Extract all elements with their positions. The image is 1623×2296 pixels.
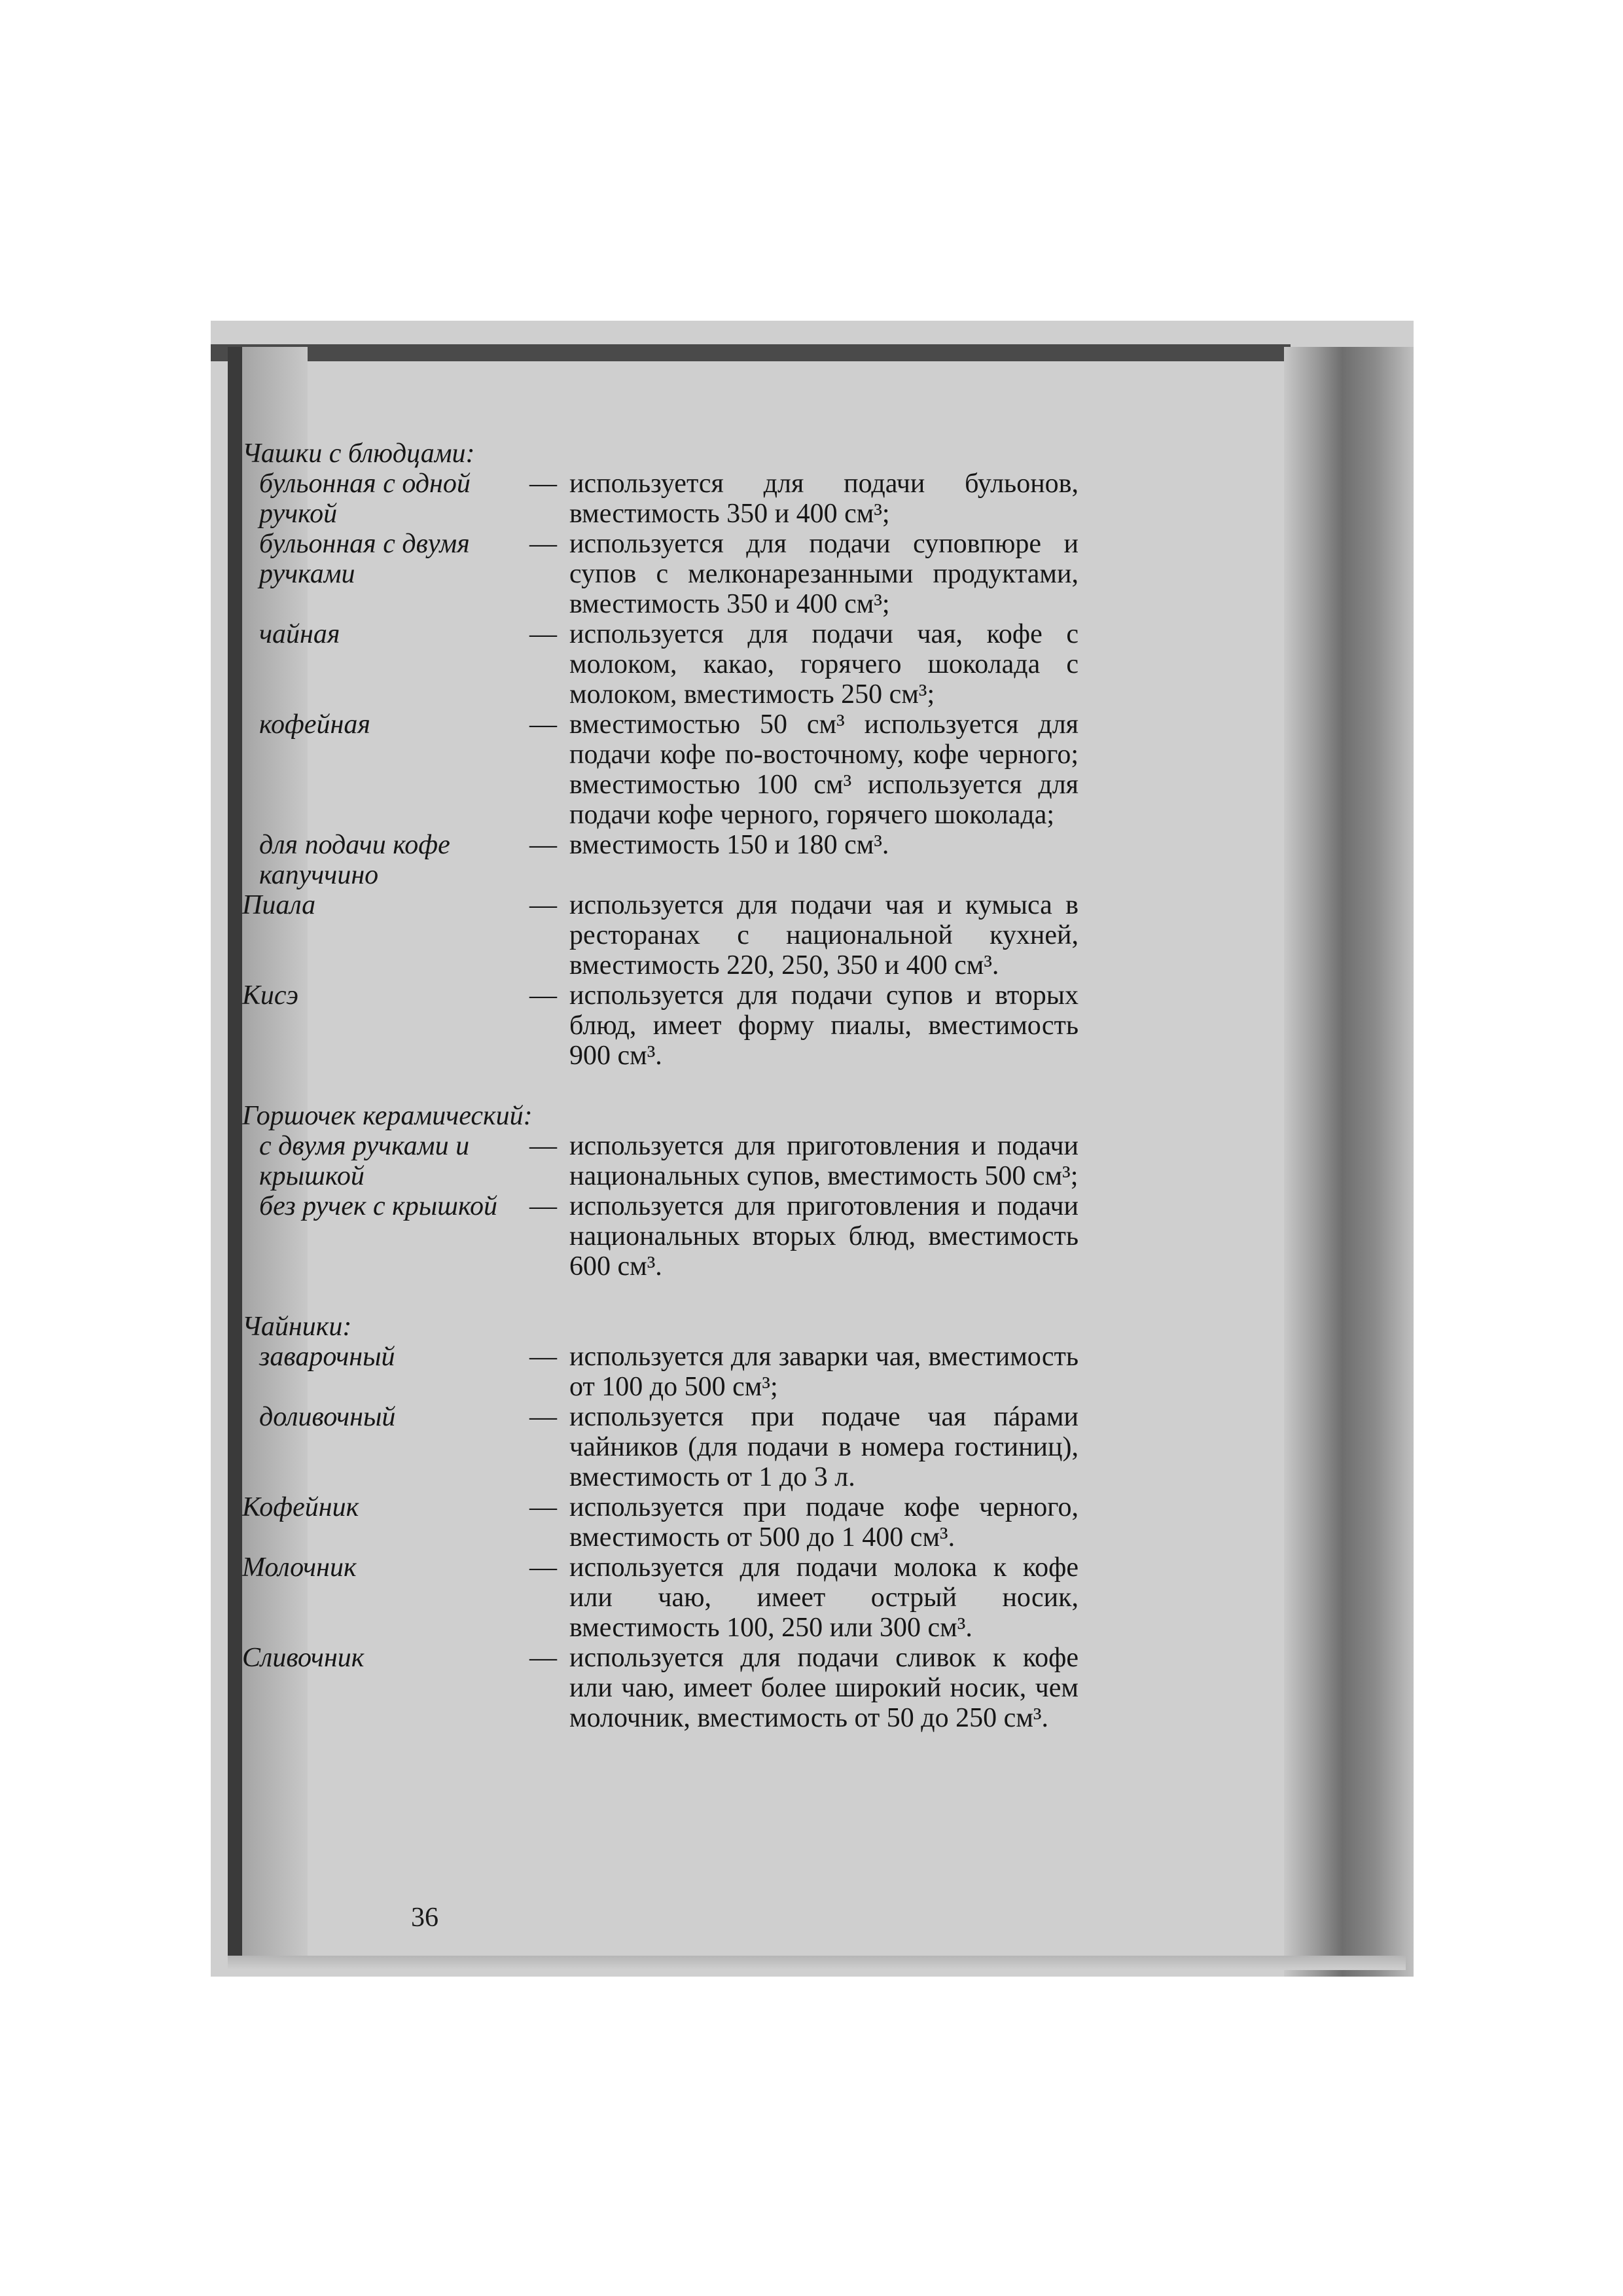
entry-description: используется для подачи молока к кофе или чаю, имеет острый носик, вместимость 100, 250 или 300 см³.	[569, 1552, 1079, 1643]
entry-description: вместимостью 50 см³ используется для подачи кофе по-восточному, кофе черного; вместимостью 100 см³ используется для подачи кофе черного, горячего шоколада;	[569, 709, 1079, 830]
entry-term: заварочный	[259, 1342, 395, 1372]
entry-dash: —	[529, 830, 557, 860]
scan-gutter-shadow	[1284, 347, 1414, 1977]
page-number: 36	[411, 1903, 438, 1933]
entry-description: вместимость 150 и 180 см³.	[569, 830, 889, 860]
entry-dash: —	[529, 469, 557, 499]
entry-dash: —	[529, 980, 557, 1011]
dictionary-entry	[242, 980, 1302, 1071]
entry-term: Пиала	[242, 890, 316, 920]
spacer	[242, 1282, 1302, 1312]
dictionary-page	[242, 439, 1302, 1733]
entry-dash: —	[529, 890, 557, 920]
entry-term: кофейная	[259, 709, 370, 740]
entry-description: используется при подаче кофе черного, вместимость от 500 до 1 400 см³.	[569, 1492, 1079, 1552]
entry-description: используется для приготовления и подачи национальных супов, вместимость 500 см³;	[569, 1131, 1079, 1191]
entry-term: бульонная с одной ручкой	[259, 469, 471, 529]
scan-bottom-edge	[228, 1956, 1406, 1970]
entry-dash: —	[529, 529, 557, 559]
section-heading: Чашки с блюдцами:	[242, 439, 475, 469]
dictionary-entry	[242, 709, 1302, 830]
scan-binding-edge	[228, 347, 242, 1964]
entry-dash: —	[529, 619, 557, 649]
section-heading: Горшочек керамический:	[242, 1101, 533, 1131]
entry-term: без ручек с крышкой	[259, 1191, 497, 1221]
entry-term: чайная	[259, 619, 340, 649]
entry-dash: —	[529, 1131, 557, 1161]
entry-description: используется для заварки чая, вместимость от 100 до 500 см³;	[569, 1342, 1079, 1402]
dictionary-entry	[242, 1402, 1302, 1492]
dictionary-entry	[242, 1131, 1302, 1191]
entry-term: Кисэ	[242, 980, 299, 1011]
dictionary-entry	[242, 830, 1302, 890]
entry-description: используется для приготовления и подачи национальных вторых блюд, вместимость 600 см³.	[569, 1191, 1079, 1282]
entry-description: используется для подачи бульонов, вместимость 350 и 400 см³;	[569, 469, 1079, 529]
dictionary-entry	[242, 619, 1302, 709]
section-heading: Чайники:	[242, 1312, 352, 1342]
dictionary-entry	[242, 1492, 1302, 1552]
entry-dash: —	[529, 1643, 557, 1673]
dictionary-entry	[242, 1342, 1302, 1402]
entry-description: используется для подачи суповпюре и супов с мелконарезанными продуктами, вместимость 350 и 400 см³;	[569, 529, 1079, 619]
entry-term: Кофейник	[242, 1492, 359, 1522]
dictionary-entry	[242, 529, 1302, 619]
entry-description: используется для подачи чая, кофе с молоком, какао, горячего шоколада с молоком, вместимость 250 см³;	[569, 619, 1079, 709]
dictionary-entry	[242, 1552, 1302, 1643]
dictionary-entry	[242, 890, 1302, 980]
dictionary-entry	[242, 469, 1302, 529]
entry-term: Сливочник	[242, 1643, 365, 1673]
entry-term: доливочный	[259, 1402, 396, 1432]
entry-dash: —	[529, 1552, 557, 1583]
scan-top-edge	[211, 344, 1291, 361]
entry-description: используется для подачи супов и вторых блюд, имеет форму пиалы, вместимость 900 см³.	[569, 980, 1079, 1071]
entry-dash: —	[529, 1402, 557, 1432]
dictionary-entry	[242, 1191, 1302, 1282]
entry-description: используется для подачи сливок к кофе или чаю, имеет более широкий носик, чем молочник, вместимость от 50 до 250 см³.	[569, 1643, 1079, 1733]
entry-term: с двумя ручками и крышкой	[259, 1131, 470, 1191]
dictionary-entry	[242, 1643, 1302, 1733]
entry-term: Молочник	[242, 1552, 357, 1583]
entry-dash: —	[529, 1342, 557, 1372]
entry-dash: —	[529, 1492, 557, 1522]
entry-dash: —	[529, 1191, 557, 1221]
spacer	[242, 1071, 1302, 1101]
entry-term: бульонная с двумя ручками	[259, 529, 470, 589]
entry-dash: —	[529, 709, 557, 740]
entry-description: используется для подачи чая и кумыса в ресторанах с национальной кухней, вместимость 220, 250, 350 и 400 см³.	[569, 890, 1079, 980]
entry-description: используется при подаче чая пáрами чайников (для подачи в номера гостиниц), вместимость от 1 до 3 л.	[569, 1402, 1079, 1492]
entry-term: для подачи кофе капуччино	[259, 830, 450, 890]
